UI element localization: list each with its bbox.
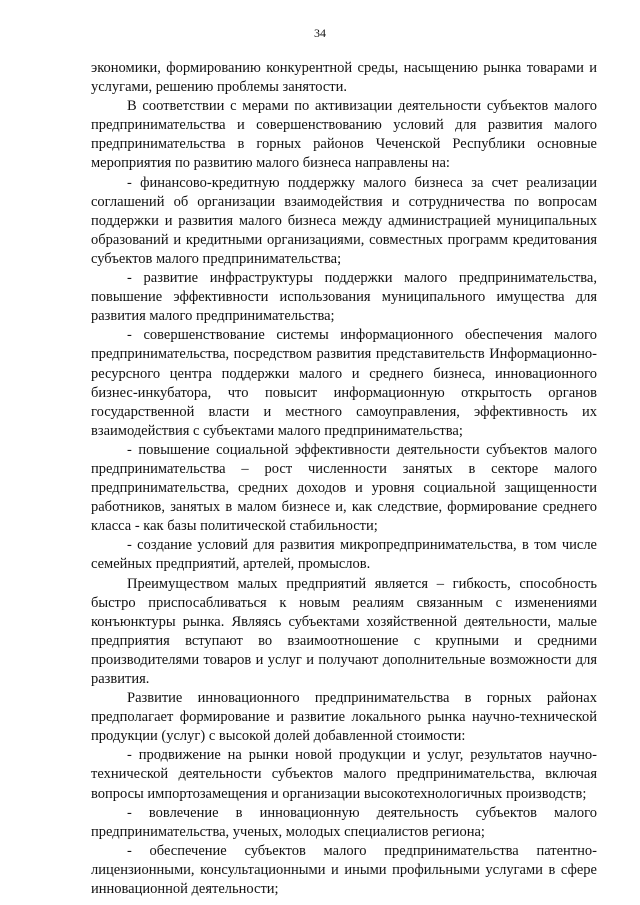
document-body	[91, 59, 597, 899]
paragraph: - повышение социальной эффективности деятельности субъектов малого предпринимательства – рост численности занятых в секторе малого предпринимательства, средних доходов и уровня социальной защищенности работников, занятых в малом бизнесе и, как следствие, формирование среднего класса - как базы политической стабильности;	[91, 441, 597, 535]
paragraph: - развитие инфраструктуры поддержки малого предпринимательства, повышение эффективности использования муниципального имущества для развития малого предпринимательства;	[91, 270, 597, 325]
paragraph: - создание условий для развития микропредпринимательства, в том числе семейных предприятий, артелей, промыслов.	[91, 537, 597, 573]
paragraph: экономики, формированию конкурентной среды, насыщению рынка товарами и услугами, решению проблемы занятости.	[91, 60, 597, 96]
paragraph: - финансово-кредитную поддержку малого бизнеса за счет реализации соглашений об организации взаимодействия и сотрудничества по вопросам поддержки и развития малого бизнеса между администрацией муниципальных образований и кредитными организациями, совместных программ кредитования субъектов малого предпринимательства;	[91, 174, 597, 267]
paragraph: - обеспечение субъектов малого предпринимательства патентно-лицензионными, консультационными и иными профильными услугами в сфере инновационной деятельности;	[91, 842, 597, 898]
paragraph: В соответствии с мерами по активизации деятельности субъектов малого предпринимательства и совершенствованию условий для развития малого предпринимательства в горных районов Чеченской Республики основные мероприятия по развитию малого бизнеса направлены на:	[91, 98, 597, 172]
paragraph: Преимуществом малых предприятий является – гибкость, способность быстро приспосабливаться к новым реалиям связанным с изменениями конъюнктуры рынка. Являясь субъектами хозяйственной деятельности, малые предприятия вступают во взаимоотношение с крупными и средними производителями товаров и услуг и получают дополнительные возможности для развития.	[91, 575, 597, 687]
paragraph: - совершенствование системы информационного обеспечения малого предпринимательства, посредством развития представительств Информационно-ресурсного центра поддержки малого и среднего бизнеса, инновационного бизнес-инкубатора, что повысит информационную открытость органов государственной власти и местного самоуправления, эффективность их взаимодействия с субъектами малого предпринимательства;	[91, 327, 597, 439]
paragraph: Развитие инновационного предпринимательства в горных районах предполагает формирование и развитие локального рынка научно-технической продукции (услуг) с высокой долей добавленной стоимости:	[91, 690, 597, 745]
page-number: 34	[314, 26, 326, 40]
paragraph: - вовлечение в инновационную деятельность субъектов малого предпринимательства, ученых, молодых специалистов региона;	[91, 804, 597, 840]
paragraph: - продвижение на рынки новой продукции и услуг, результатов научно-технической деятельности субъектов малого предпринимательства, включая вопросы импортозамещения и организации высокотехнологичных производств;	[91, 747, 597, 802]
